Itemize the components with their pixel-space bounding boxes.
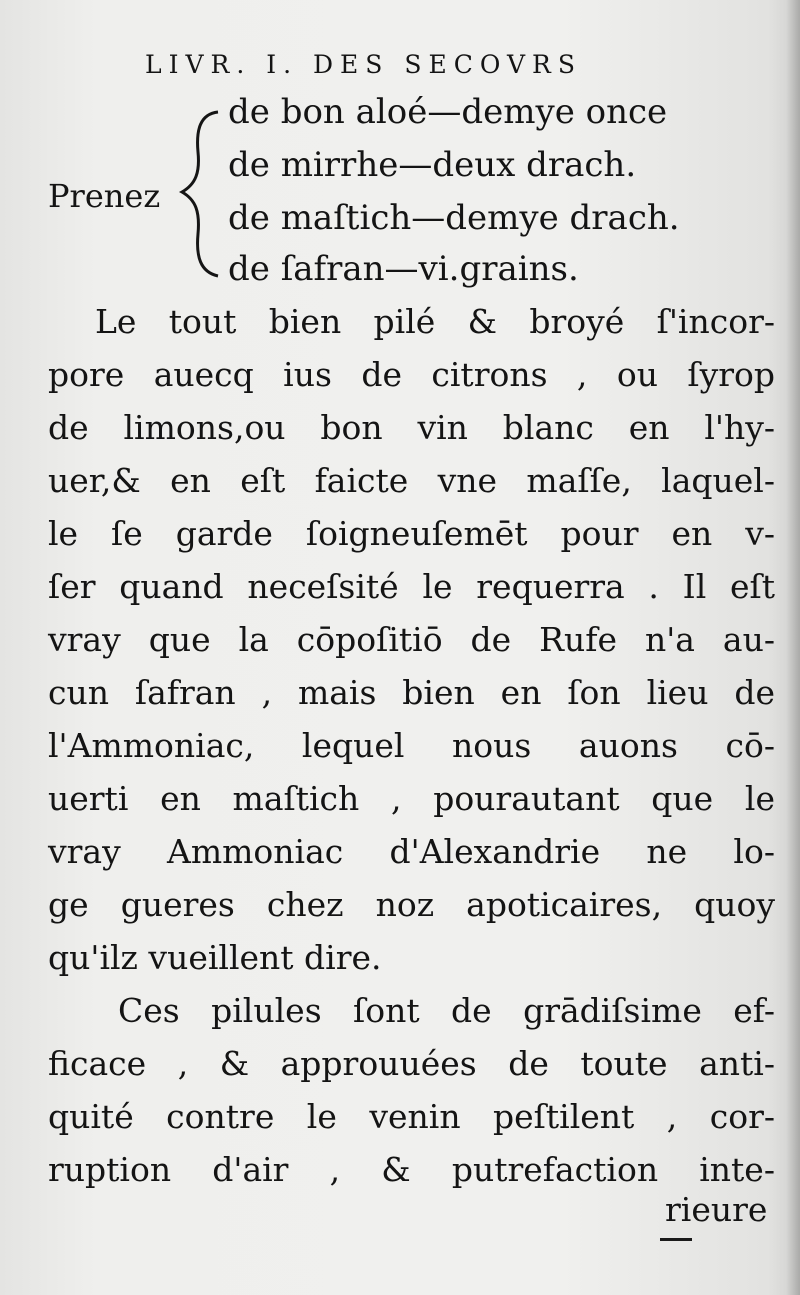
text-line: qu'ilz vueillent dire. [48, 938, 382, 977]
ingredient-line: de ſafran—vi.grains. [228, 249, 579, 289]
ingredient-line: de maſtich—demye drach. [228, 198, 680, 238]
text-line: quité contre le venin peſtilent , cor- [48, 1097, 775, 1136]
recipe-verb: Prenez [48, 177, 161, 215]
ingredient-line: de mirrhe—deux drach. [228, 145, 637, 185]
text-line: Ces pilules ſont de grādiſsime ef- [118, 991, 775, 1030]
text-line: l'Ammoniac, lequel nous auons cō- [48, 726, 775, 765]
curly-brace-icon [178, 108, 224, 280]
text-line: ſer quand neceſsité le requerra . Il eſt [48, 567, 775, 606]
page-edge-shadow [786, 0, 800, 1295]
text-line: ge gueres chez noz apoticaires, quoy [48, 885, 775, 924]
text-line: de limons,ou bon vin blanc en l'hy- [48, 408, 775, 447]
text-line: Le tout bien pilé & broyé ſ'incor- [95, 302, 775, 341]
catchword: rieure [665, 1190, 768, 1229]
ingredient-line: de bon aloé—demye once [228, 92, 668, 132]
text-line: le ſe garde ſoigneuſemēt pour en v- [48, 514, 775, 553]
text-line: ficace , & approuuées de toute anti- [48, 1044, 775, 1083]
text-line: vray que la cōpoſitiō de Rufe n'a au- [48, 620, 775, 659]
running-header: LIVR. I. DES SECOVRS [145, 50, 582, 79]
text-line: vray Ammoniac d'Alexandrie ne lo- [48, 832, 775, 871]
text-line: pore auecq ius de citrons , ou ſyrop [48, 355, 775, 394]
text-line: uerti en maſtich , pourautant que le [48, 779, 775, 818]
text-line: uer,& en eſt faicte vne maſſe, laquel- [48, 461, 775, 500]
catchword-underline [660, 1238, 692, 1241]
text-line: ruption d'air , & putrefaction inte- [48, 1150, 775, 1189]
text-line: cun ſafran , mais bien en ſon lieu de [48, 673, 775, 712]
